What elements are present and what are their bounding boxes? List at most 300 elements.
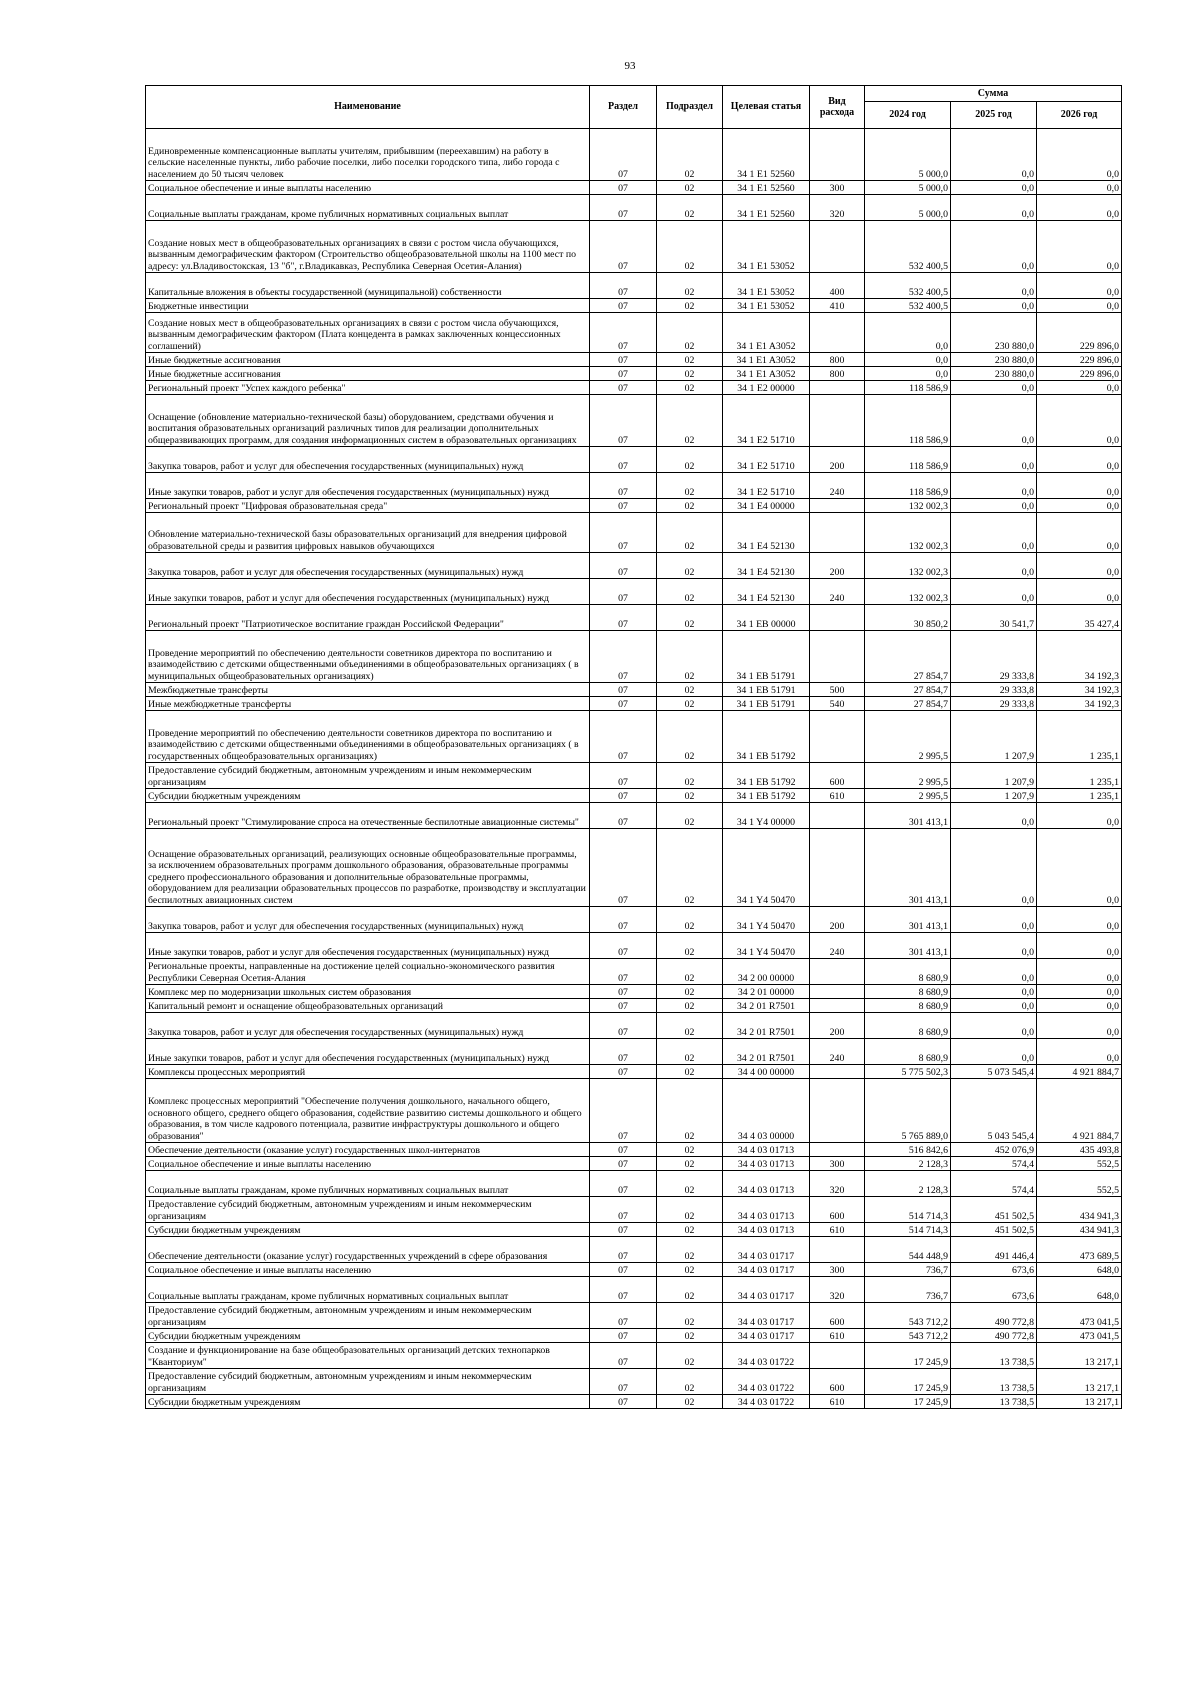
row-target: 34 1 Y4 50470 [723,829,810,907]
row-section: 07 [590,1395,657,1409]
row-section: 07 [590,367,657,381]
row-name: Закупка товаров, работ и услуг для обеспечения государственных (муниципальных) нужд [146,553,590,579]
row-section: 07 [590,381,657,395]
row-amount-2024: 736,7 [865,1277,951,1303]
row-subsection: 02 [657,447,723,473]
row-amount-2026: 0,0 [1037,221,1122,273]
header-year-2024: 2024 год [865,102,951,129]
row-name: Оснащение (обновление материально-технической базы) оборудованием, средствами обучения и воспитания образовательных организаций различных типов для реализации дополнительных общеразвивающих программ, для создания информационных систем в образовательных организациях [146,395,590,447]
page-number: 93 [624,60,636,72]
row-amount-2025: 230 880,0 [951,313,1037,353]
row-amount-2024: 2 128,3 [865,1171,951,1197]
row-target: 34 4 03 01717 [723,1237,810,1263]
row-amount-2024: 27 854,7 [865,631,951,683]
header-expense-type: Вид расхода [810,86,865,129]
row-section: 07 [590,605,657,631]
row-target: 34 1 E1 52560 [723,129,810,181]
row-expense-type: 240 [810,1039,865,1065]
row-expense-type: 600 [810,1369,865,1395]
row-amount-2026: 0,0 [1037,395,1122,447]
row-expense-type: 320 [810,195,865,221]
row-subsection: 02 [657,1039,723,1065]
row-name: Предоставление субсидий бюджетным, автономным учреждениям и иным некоммерческим организациям [146,763,590,789]
header-name: Наименование [146,86,590,129]
row-expense-type: 600 [810,763,865,789]
table-row [146,473,1122,499]
row-amount-2026: 0,0 [1037,129,1122,181]
row-target: 34 1 E4 00000 [723,499,810,513]
row-target: 34 1 E4 52130 [723,553,810,579]
table-row [146,513,1122,553]
row-expense-type [810,605,865,631]
row-name: Иные закупки товаров, работ и услуг для обеспечения государственных (муниципальных) нужд [146,1039,590,1065]
row-amount-2025: 0,0 [951,959,1037,985]
row-amount-2024: 5 000,0 [865,129,951,181]
row-section: 07 [590,1303,657,1329]
row-amount-2024: 27 854,7 [865,683,951,697]
row-section: 07 [590,1237,657,1263]
row-section: 07 [590,829,657,907]
row-amount-2026: 0,0 [1037,803,1122,829]
table-row [146,381,1122,395]
row-name: Региональный проект "Стимулирование спроса на отечественные беспилотные авиационные системы" [146,803,590,829]
row-name: Капитальные вложения в объекты государственной (муниципальной) собственности [146,273,590,299]
row-amount-2024: 118 586,9 [865,395,951,447]
row-amount-2026: 1 235,1 [1037,763,1122,789]
row-expense-type [810,829,865,907]
row-target: 34 4 03 01717 [723,1329,810,1343]
row-name: Предоставление субсидий бюджетным, автономным учреждениям и иным некоммерческим организациям [146,1369,590,1395]
row-amount-2024: 301 413,1 [865,907,951,933]
row-amount-2024: 118 586,9 [865,447,951,473]
row-name: Субсидии бюджетным учреждениям [146,1329,590,1343]
row-target: 34 1 EB 51792 [723,763,810,789]
row-expense-type [810,803,865,829]
row-subsection: 02 [657,499,723,513]
row-amount-2025: 30 541,7 [951,605,1037,631]
row-section: 07 [590,473,657,499]
row-subsection: 02 [657,273,723,299]
row-amount-2025: 0,0 [951,395,1037,447]
row-amount-2024: 132 002,3 [865,553,951,579]
row-section: 07 [590,985,657,999]
table-row [146,711,1122,763]
row-section: 07 [590,313,657,353]
row-amount-2025: 0,0 [951,273,1037,299]
row-amount-2026: 4 921 884,7 [1037,1065,1122,1079]
row-amount-2024: 5 000,0 [865,181,951,195]
row-name: Закупка товаров, работ и услуг для обеспечения государственных (муниципальных) нужд [146,907,590,933]
row-section: 07 [590,1263,657,1277]
row-expense-type: 200 [810,553,865,579]
row-subsection: 02 [657,985,723,999]
row-name: Социальное обеспечение и иные выплаты населению [146,181,590,195]
row-target: 34 4 03 01722 [723,1395,810,1409]
row-name: Иные межбюджетные трансферты [146,697,590,711]
row-subsection: 02 [657,181,723,195]
row-amount-2025: 230 880,0 [951,353,1037,367]
row-subsection: 02 [657,129,723,181]
row-amount-2026: 0,0 [1037,999,1122,1013]
row-target: 34 1 E2 00000 [723,381,810,395]
row-target: 34 4 03 01713 [723,1171,810,1197]
row-section: 07 [590,803,657,829]
row-target: 34 1 Y4 50470 [723,933,810,959]
row-amount-2026: 0,0 [1037,553,1122,579]
row-amount-2024: 532 400,5 [865,273,951,299]
row-amount-2025: 5 043 545,4 [951,1079,1037,1143]
row-amount-2025: 0,0 [951,1013,1037,1039]
row-amount-2026: 0,0 [1037,959,1122,985]
row-expense-type: 540 [810,697,865,711]
header-year-2025: 2025 год [951,102,1037,129]
table-row [146,1277,1122,1303]
row-expense-type: 600 [810,1197,865,1223]
row-section: 07 [590,1277,657,1303]
row-target: 34 2 01 00000 [723,985,810,999]
row-expense-type [810,959,865,985]
row-section: 07 [590,763,657,789]
row-subsection: 02 [657,829,723,907]
row-amount-2025: 0,0 [951,907,1037,933]
row-subsection: 02 [657,1013,723,1039]
row-name: Региональный проект "Патриотическое воспитание граждан Российской Федерации" [146,605,590,631]
row-subsection: 02 [657,1079,723,1143]
row-amount-2025: 29 333,8 [951,683,1037,697]
row-amount-2025: 230 880,0 [951,367,1037,381]
row-amount-2026: 34 192,3 [1037,631,1122,683]
row-amount-2025: 0,0 [951,195,1037,221]
row-target: 34 2 01 R7501 [723,1013,810,1039]
row-name: Иные закупки товаров, работ и услуг для обеспечения государственных (муниципальных) нужд [146,579,590,605]
row-amount-2024: 736,7 [865,1263,951,1277]
row-amount-2024: 118 586,9 [865,473,951,499]
row-amount-2024: 5 775 502,3 [865,1065,951,1079]
row-subsection: 02 [657,631,723,683]
row-amount-2024: 0,0 [865,313,951,353]
row-target: 34 2 00 00000 [723,959,810,985]
row-amount-2025: 13 738,5 [951,1369,1037,1395]
row-target: 34 2 01 R7501 [723,999,810,1013]
row-subsection: 02 [657,711,723,763]
table-row [146,1369,1122,1395]
table-row [146,1263,1122,1277]
row-subsection: 02 [657,1343,723,1369]
row-subsection: 02 [657,195,723,221]
row-name: Обновление материально-технической базы образовательных организаций для внедрения цифровой образовательной среды и развития цифровых навыков обучающихся [146,513,590,553]
row-subsection: 02 [657,367,723,381]
row-expense-type: 610 [810,1223,865,1237]
row-expense-type [810,1065,865,1079]
row-amount-2024: 543 712,2 [865,1303,951,1329]
table-row [146,221,1122,273]
row-name: Проведение мероприятий по обеспечению деятельности советников директора по воспитанию и взаимодействию с детскими общественными объединениями в общеобразовательных организациях ( в государственных общеобразовательных организациях) [146,711,590,763]
row-amount-2026: 552,5 [1037,1157,1122,1171]
row-subsection: 02 [657,395,723,447]
row-section: 07 [590,579,657,605]
row-subsection: 02 [657,1303,723,1329]
row-amount-2026: 0,0 [1037,907,1122,933]
row-name: Создание новых мест в общеобразовательных организациях в связи с ростом числа обучающихся, вызванным демографическим фактором (Строительство общеобразовательной школы на 1100 мест по адресу: ул.Владивостокская, 13 "б", г.Владикавказ, Республика Северная Осетия-Алания) [146,221,590,273]
row-name: Региональный проект "Успех каждого ребенка" [146,381,590,395]
row-section: 07 [590,181,657,195]
row-amount-2025: 0,0 [951,999,1037,1013]
row-amount-2025: 0,0 [951,447,1037,473]
row-expense-type [810,1143,865,1157]
table-row [146,999,1122,1013]
row-section: 07 [590,499,657,513]
row-section: 07 [590,299,657,313]
row-target: 34 1 EB 00000 [723,605,810,631]
row-section: 07 [590,1171,657,1197]
row-target: 34 4 03 01722 [723,1369,810,1395]
row-target: 34 4 03 01713 [723,1197,810,1223]
row-section: 07 [590,789,657,803]
row-amount-2025: 13 738,5 [951,1343,1037,1369]
row-name: Оснащение образовательных организаций, реализующих основные общеобразовательные программы, за исключением образовательных программ дошкольного образования, образовательные программы среднего профессионального образования и дополнительные образовательные программы, оборудованием для реализации образовательных процессов по разработке, производству и эксплуатации беспилотных авиационных систем [146,829,590,907]
table-row [146,605,1122,631]
row-target: 34 1 E2 51710 [723,473,810,499]
row-section: 07 [590,395,657,447]
row-section: 07 [590,1079,657,1143]
row-amount-2025: 1 207,9 [951,763,1037,789]
row-target: 34 1 E4 52130 [723,513,810,553]
row-expense-type: 240 [810,579,865,605]
row-amount-2026: 0,0 [1037,447,1122,473]
row-name: Субсидии бюджетным учреждениям [146,1223,590,1237]
table-row [146,1329,1122,1343]
row-section: 07 [590,907,657,933]
row-section: 07 [590,129,657,181]
row-amount-2024: 17 245,9 [865,1395,951,1409]
row-subsection: 02 [657,907,723,933]
row-amount-2026: 0,0 [1037,1039,1122,1065]
row-target: 34 1 Y4 00000 [723,803,810,829]
row-amount-2024: 8 680,9 [865,1039,951,1065]
table-row [146,447,1122,473]
row-subsection: 02 [657,299,723,313]
row-section: 07 [590,553,657,579]
row-amount-2026: 1 235,1 [1037,789,1122,803]
row-section: 07 [590,1343,657,1369]
header-section: Раздел [590,86,657,129]
row-amount-2024: 301 413,1 [865,803,951,829]
row-amount-2026: 35 427,4 [1037,605,1122,631]
row-expense-type: 320 [810,1277,865,1303]
row-expense-type [810,985,865,999]
row-expense-type: 200 [810,1013,865,1039]
row-section: 07 [590,195,657,221]
row-amount-2025: 0,0 [951,933,1037,959]
row-name: Иные бюджетные ассигнования [146,353,590,367]
row-amount-2025: 0,0 [951,513,1037,553]
header-year-2026: 2026 год [1037,102,1122,129]
row-amount-2024: 8 680,9 [865,959,951,985]
row-amount-2026: 13 217,1 [1037,1395,1122,1409]
row-amount-2024: 544 448,9 [865,1237,951,1263]
row-subsection: 02 [657,803,723,829]
row-name: Иные бюджетные ассигнования [146,367,590,381]
row-expense-type: 240 [810,933,865,959]
budget-table [145,85,1122,1409]
row-section: 07 [590,711,657,763]
row-subsection: 02 [657,381,723,395]
table-row [146,181,1122,195]
row-expense-type: 610 [810,789,865,803]
row-amount-2024: 2 995,5 [865,789,951,803]
row-target: 34 4 03 01717 [723,1277,810,1303]
row-amount-2025: 0,0 [951,381,1037,395]
row-expense-type: 600 [810,1303,865,1329]
row-section: 07 [590,1157,657,1171]
row-expense-type: 400 [810,273,865,299]
row-name: Бюджетные инвестиции [146,299,590,313]
row-amount-2025: 0,0 [951,299,1037,313]
row-target: 34 2 01 R7501 [723,1039,810,1065]
row-amount-2025: 29 333,8 [951,631,1037,683]
row-expense-type: 500 [810,683,865,697]
row-amount-2024: 543 712,2 [865,1329,951,1343]
row-amount-2026: 0,0 [1037,933,1122,959]
row-target: 34 4 03 01717 [723,1263,810,1277]
table-row [146,907,1122,933]
row-section: 07 [590,1197,657,1223]
table-row [146,299,1122,313]
row-expense-type [810,711,865,763]
row-amount-2026: 0,0 [1037,181,1122,195]
row-subsection: 02 [657,1143,723,1157]
row-amount-2025: 673,6 [951,1263,1037,1277]
table-row [146,683,1122,697]
row-name: Иные закупки товаров, работ и услуг для обеспечения государственных (муниципальных) нужд [146,473,590,499]
row-target: 34 4 03 01722 [723,1343,810,1369]
row-amount-2025: 574,4 [951,1171,1037,1197]
row-amount-2026: 434 941,3 [1037,1197,1122,1223]
row-amount-2026: 229 896,0 [1037,367,1122,381]
row-name: Капитальный ремонт и оснащение общеобразовательных организаций [146,999,590,1013]
row-subsection: 02 [657,553,723,579]
table-row [146,1013,1122,1039]
row-amount-2025: 13 738,5 [951,1395,1037,1409]
row-expense-type: 300 [810,181,865,195]
row-amount-2025: 5 073 545,4 [951,1065,1037,1079]
row-name: Единовременные компенсационные выплаты учителям, прибывшим (переехавшим) на работу в сельские населенные пункты, либо рабочие поселки, либо поселки городского типа, либо города с населением до 50 тысяч человек [146,129,590,181]
row-target: 34 1 EB 51792 [723,711,810,763]
row-amount-2024: 30 850,2 [865,605,951,631]
row-expense-type [810,221,865,273]
row-subsection: 02 [657,1065,723,1079]
row-subsection: 02 [657,579,723,605]
row-target: 34 4 03 01713 [723,1157,810,1171]
row-amount-2026: 13 217,1 [1037,1343,1122,1369]
row-name: Обеспечение деятельности (оказание услуг) государственных школ-интернатов [146,1143,590,1157]
row-amount-2024: 5 765 889,0 [865,1079,951,1143]
table-row [146,553,1122,579]
row-amount-2026: 434 941,3 [1037,1223,1122,1237]
row-amount-2025: 0,0 [951,579,1037,605]
row-amount-2026: 1 235,1 [1037,711,1122,763]
row-target: 34 1 E1 A3052 [723,367,810,381]
row-amount-2024: 532 400,5 [865,221,951,273]
header-target: Целевая статья [723,86,810,129]
row-target: 34 1 E1 52560 [723,181,810,195]
row-subsection: 02 [657,999,723,1013]
row-amount-2024: 8 680,9 [865,1013,951,1039]
row-amount-2025: 29 333,8 [951,697,1037,711]
row-name: Субсидии бюджетным учреждениям [146,789,590,803]
row-amount-2026: 34 192,3 [1037,683,1122,697]
row-section: 07 [590,959,657,985]
row-subsection: 02 [657,789,723,803]
row-expense-type [810,1079,865,1143]
row-amount-2025: 0,0 [951,181,1037,195]
row-amount-2026: 0,0 [1037,299,1122,313]
table-row [146,313,1122,353]
row-subsection: 02 [657,763,723,789]
row-target: 34 1 E2 51710 [723,447,810,473]
row-amount-2024: 17 245,9 [865,1343,951,1369]
row-expense-type [810,631,865,683]
row-amount-2024: 514 714,3 [865,1197,951,1223]
row-subsection: 02 [657,1263,723,1277]
row-amount-2026: 0,0 [1037,1013,1122,1039]
row-section: 07 [590,999,657,1013]
row-amount-2024: 301 413,1 [865,829,951,907]
table-row [146,367,1122,381]
row-name: Комплекс процессных мероприятий "Обеспечение получения дошкольного, начального общего, основного общего, среднего общего образования, содействие развитию системы дошкольного и общего образования, в том числе кадрового потенциала, развитие инфраструктуры дошкольного и общего образования" [146,1079,590,1143]
row-target: 34 1 E1 52560 [723,195,810,221]
row-amount-2024: 0,0 [865,367,951,381]
table-row [146,353,1122,367]
table-row [146,1237,1122,1263]
row-amount-2025: 451 502,5 [951,1197,1037,1223]
row-expense-type [810,395,865,447]
row-amount-2025: 452 076,9 [951,1143,1037,1157]
row-amount-2025: 0,0 [951,473,1037,499]
row-amount-2025: 451 502,5 [951,1223,1037,1237]
row-amount-2024: 132 002,3 [865,499,951,513]
row-subsection: 02 [657,1369,723,1395]
row-expense-type: 610 [810,1329,865,1343]
row-amount-2026: 473 689,5 [1037,1237,1122,1263]
row-amount-2025: 490 772,8 [951,1303,1037,1329]
row-section: 07 [590,1223,657,1237]
row-name: Предоставление субсидий бюджетным, автономным учреждениям и иным некоммерческим организациям [146,1303,590,1329]
row-amount-2026: 648,0 [1037,1263,1122,1277]
table-row [146,395,1122,447]
row-amount-2026: 473 041,5 [1037,1329,1122,1343]
row-subsection: 02 [657,353,723,367]
row-amount-2026: 0,0 [1037,513,1122,553]
row-amount-2024: 17 245,9 [865,1369,951,1395]
row-amount-2026: 435 493,8 [1037,1143,1122,1157]
table-row [146,1303,1122,1329]
row-name: Проведение мероприятий по обеспечению деятельности советников директора по воспитанию и взаимодействию с детскими общественными объединениями в общеобразовательных организациях ( в муниципальных общеобразовательных организациях) [146,631,590,683]
row-expense-type [810,999,865,1013]
row-amount-2025: 574,4 [951,1157,1037,1171]
row-name: Субсидии бюджетным учреждениям [146,1395,590,1409]
table-row [146,789,1122,803]
row-expense-type: 240 [810,473,865,499]
row-amount-2026: 0,0 [1037,273,1122,299]
table-row [146,1343,1122,1369]
row-amount-2025: 0,0 [951,553,1037,579]
table-row [146,1039,1122,1065]
table-row [146,579,1122,605]
row-expense-type: 610 [810,1395,865,1409]
row-target: 34 1 E1 A3052 [723,353,810,367]
row-expense-type: 300 [810,1157,865,1171]
